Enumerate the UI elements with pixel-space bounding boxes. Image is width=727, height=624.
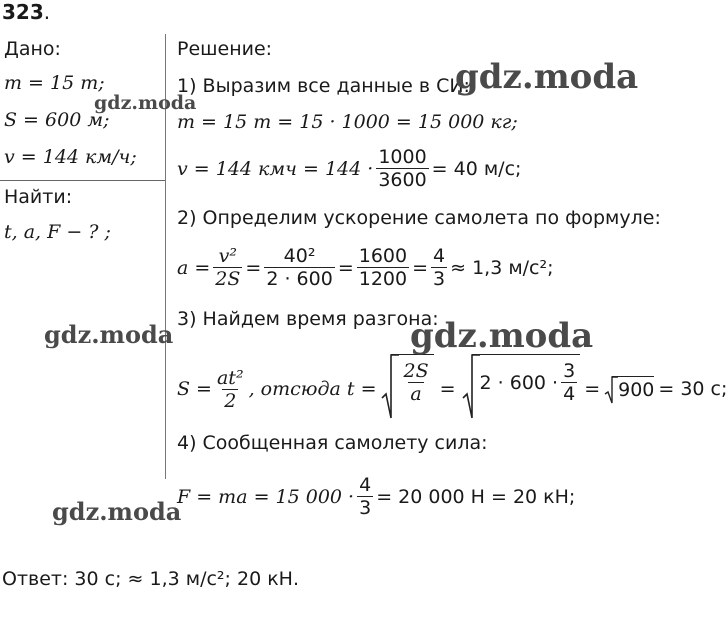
fraction-numerator: 1000 [378,146,427,168]
equals-sign: = [584,378,601,400]
fraction-numerator: 4 [359,474,372,496]
equation-force-left: F = ma = 15 000 · [177,485,355,508]
step-1-label: 1) Выразим все данные в СИ: [177,75,470,97]
fraction-numerator: 40² [283,245,316,267]
equation-speed-left: v = 144 кмч = 144 · [177,157,374,180]
equation-force [177,474,575,519]
square-root-3 [604,376,654,403]
time-fraction [215,367,246,412]
given-speed: v = 144 км/ч; [4,146,137,168]
fraction-numerator: 4 [433,245,446,267]
find-heading: Найти: [4,186,73,208]
fraction-denominator: 3 [433,268,446,290]
fraction-denominator: 2 · 600 [266,268,333,290]
speed-fraction [376,146,428,191]
fraction-denominator: 3600 [378,169,427,191]
square-root-2 [462,354,581,424]
equation-acceleration [177,245,554,290]
answer-line: Ответ: 30 с; ≈ 1,3 м/с²; 20 кН. [2,568,299,590]
equation-force-right: = 20 000 Н = 20 кН; [376,485,576,508]
fraction-denominator: 1200 [358,268,408,290]
equals-sign: = [337,256,354,279]
acceleration-fraction-3 [357,245,409,290]
acceleration-fraction-1 [213,245,242,290]
watermark: gdz.moda [94,92,197,114]
equals-sign: = [412,256,429,279]
acceleration-fraction-4 [431,245,447,290]
problem-number: 323. [2,0,51,24]
root-fraction [561,360,577,405]
root-value: 900 [618,378,655,401]
equals-sign: = [245,256,262,279]
given-mass: m = 15 т; [4,72,105,94]
watermark: gdz.moda [410,316,594,356]
find-unknowns: t, a, F − ? ; [4,221,111,243]
equation-mass: m = 15 т = 15 · 1000 = 15 000 кг; [177,111,518,133]
equation-speed [177,146,521,191]
watermark: gdz.moda [52,497,182,526]
equation-acceleration-left: a = [177,256,211,279]
radical-sign-icon [604,376,618,404]
fraction-denominator: a [410,383,422,405]
watermark: gdz.moda [44,320,174,349]
step-2-label: 2) Определим ускорение самолета по формуле: [177,207,661,229]
acceleration-fraction-2 [264,245,334,290]
given-distance: S = 600 м; [4,109,110,131]
watermark: gdz.moda [455,57,639,97]
solution-heading: Решение: [177,38,273,60]
given-divider [0,180,165,181]
radical-sign-icon [381,354,399,420]
fraction-numerator: v² [218,245,238,267]
equation-acceleration-right: ≈ 1,3 м/с²; [450,256,554,279]
root-fraction [402,360,431,405]
equation-time-middle: , отсюда t = [248,378,377,400]
equation-time-right: = 30 с; [658,378,727,400]
fraction-denominator: 2 [224,389,237,412]
given-heading: Дано: [4,38,61,60]
equation-time [177,354,727,424]
step-4-label: 4) Сообщенная самолету сила: [177,432,488,454]
equation-speed-right: = 40 м/с; [431,157,522,180]
root-expression: 2 · 600 · [479,371,559,394]
radical-bar [612,376,654,377]
fraction-numerator: at² [216,366,244,389]
square-root-1 [381,354,434,424]
force-fraction [357,474,373,519]
fraction-numerator: 1600 [358,245,408,267]
equals-sign: = [439,378,456,400]
fraction-denominator: 3 [359,497,372,519]
fraction-numerator: 2S [403,360,429,382]
fraction-denominator: 2S [215,268,241,290]
equation-time-left: S = [177,378,212,400]
fraction-denominator: 4 [563,383,576,405]
step-3-label: 3) Найдем время разгона: [177,308,439,330]
radical-sign-icon [462,354,480,420]
fraction-numerator: 3 [563,360,576,382]
